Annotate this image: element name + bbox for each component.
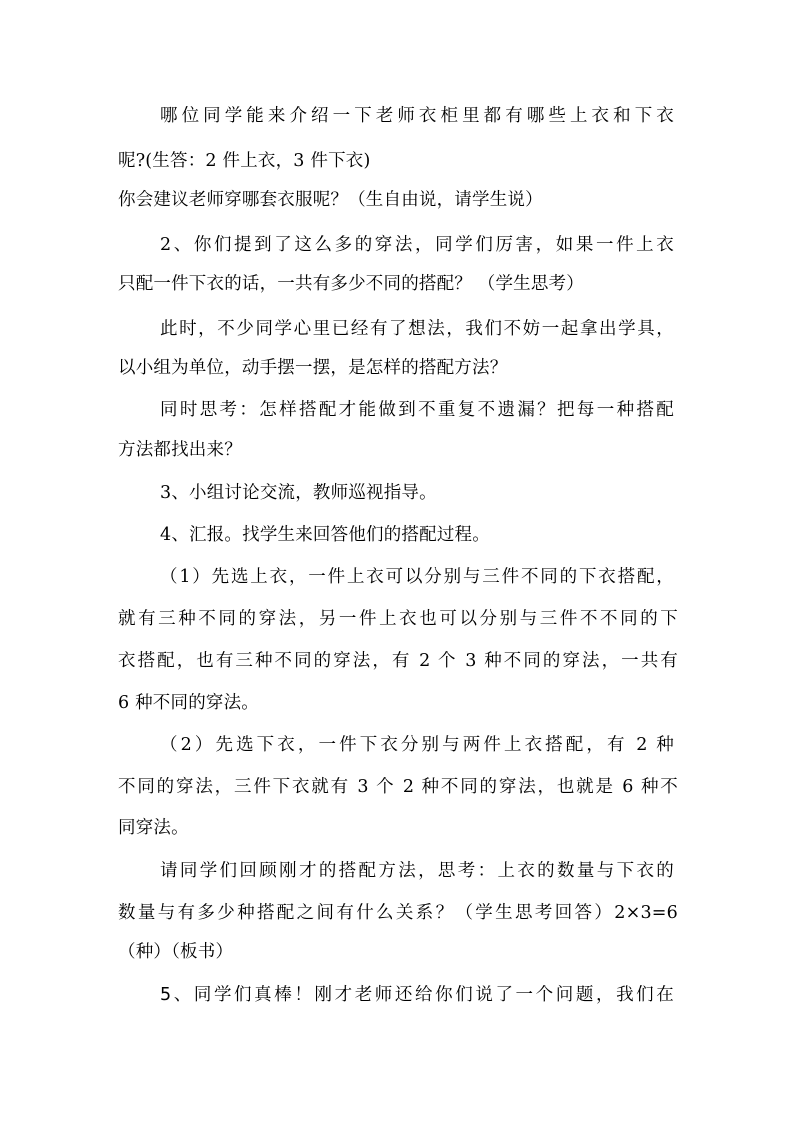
text-line: （种）（板书）: [118, 942, 234, 962]
text-line: 你会建议老师穿哪套衣服呢？（生自由说，请学生说）: [118, 190, 543, 210]
text-line: 不同的穿法，三件下衣就有 3 个 2 种不同的穿法，也就是 6 种不: [118, 777, 678, 797]
text-line: （1）先选上衣，一件上衣可以分别与三件不同的下衣搭配，: [160, 567, 674, 587]
text-line: 衣搭配，也有三种不同的穿法，有 2 个 3 种不同的穿法，一共有: [118, 651, 678, 671]
text-line: 同穿法。: [118, 818, 189, 838]
text-line: 此时，不少同学心里已经有了想法，我们不妨一起拿出学具，: [160, 319, 674, 339]
text-line: （2）先选下衣，一件下衣分别与两件上衣搭配，有 2 种: [160, 735, 674, 755]
text-line: 3、小组讨论交流，教师巡视指导。: [160, 483, 437, 503]
text-line: 请同学们回顾刚才的搭配方法，思考：上衣的数量与下衣的: [160, 861, 674, 881]
text-line: 数量与有多少种搭配之间有什么关系？（学生思考回答）2×3=6: [118, 903, 678, 923]
text-line: 5、同学们真棒！刚才老师还给你们说了一个问题，我们在: [160, 985, 674, 1005]
text-line: 哪位同学能来介绍一下老师衣柜里都有哪些上衣和下衣: [160, 106, 674, 126]
text-line: 同时思考：怎样搭配才能做到不重复不遗漏？把每一种搭配: [160, 400, 674, 420]
text-line: 4、汇报。找学生来回答他们的搭配过程。: [160, 525, 490, 545]
text-line: 2、你们提到了这么多的穿法，同学们厉害，如果一件上衣: [160, 235, 674, 255]
text-line: 方法都找出来？: [118, 440, 242, 460]
text-line: 以小组为单位，动手摆一摆，是怎样的搭配方法？: [118, 358, 508, 378]
text-line: 呢?(生答：2 件上衣，3 件下衣): [118, 151, 371, 171]
text-line: 6 种不同的穿法。: [118, 693, 259, 713]
text-line: 只配一件下衣的话，一共有多少不同的搭配？ （学生思考）: [118, 274, 584, 294]
text-line: 就有三种不同的穿法，另一件上衣也可以分别与三件不不同的下: [118, 609, 678, 629]
